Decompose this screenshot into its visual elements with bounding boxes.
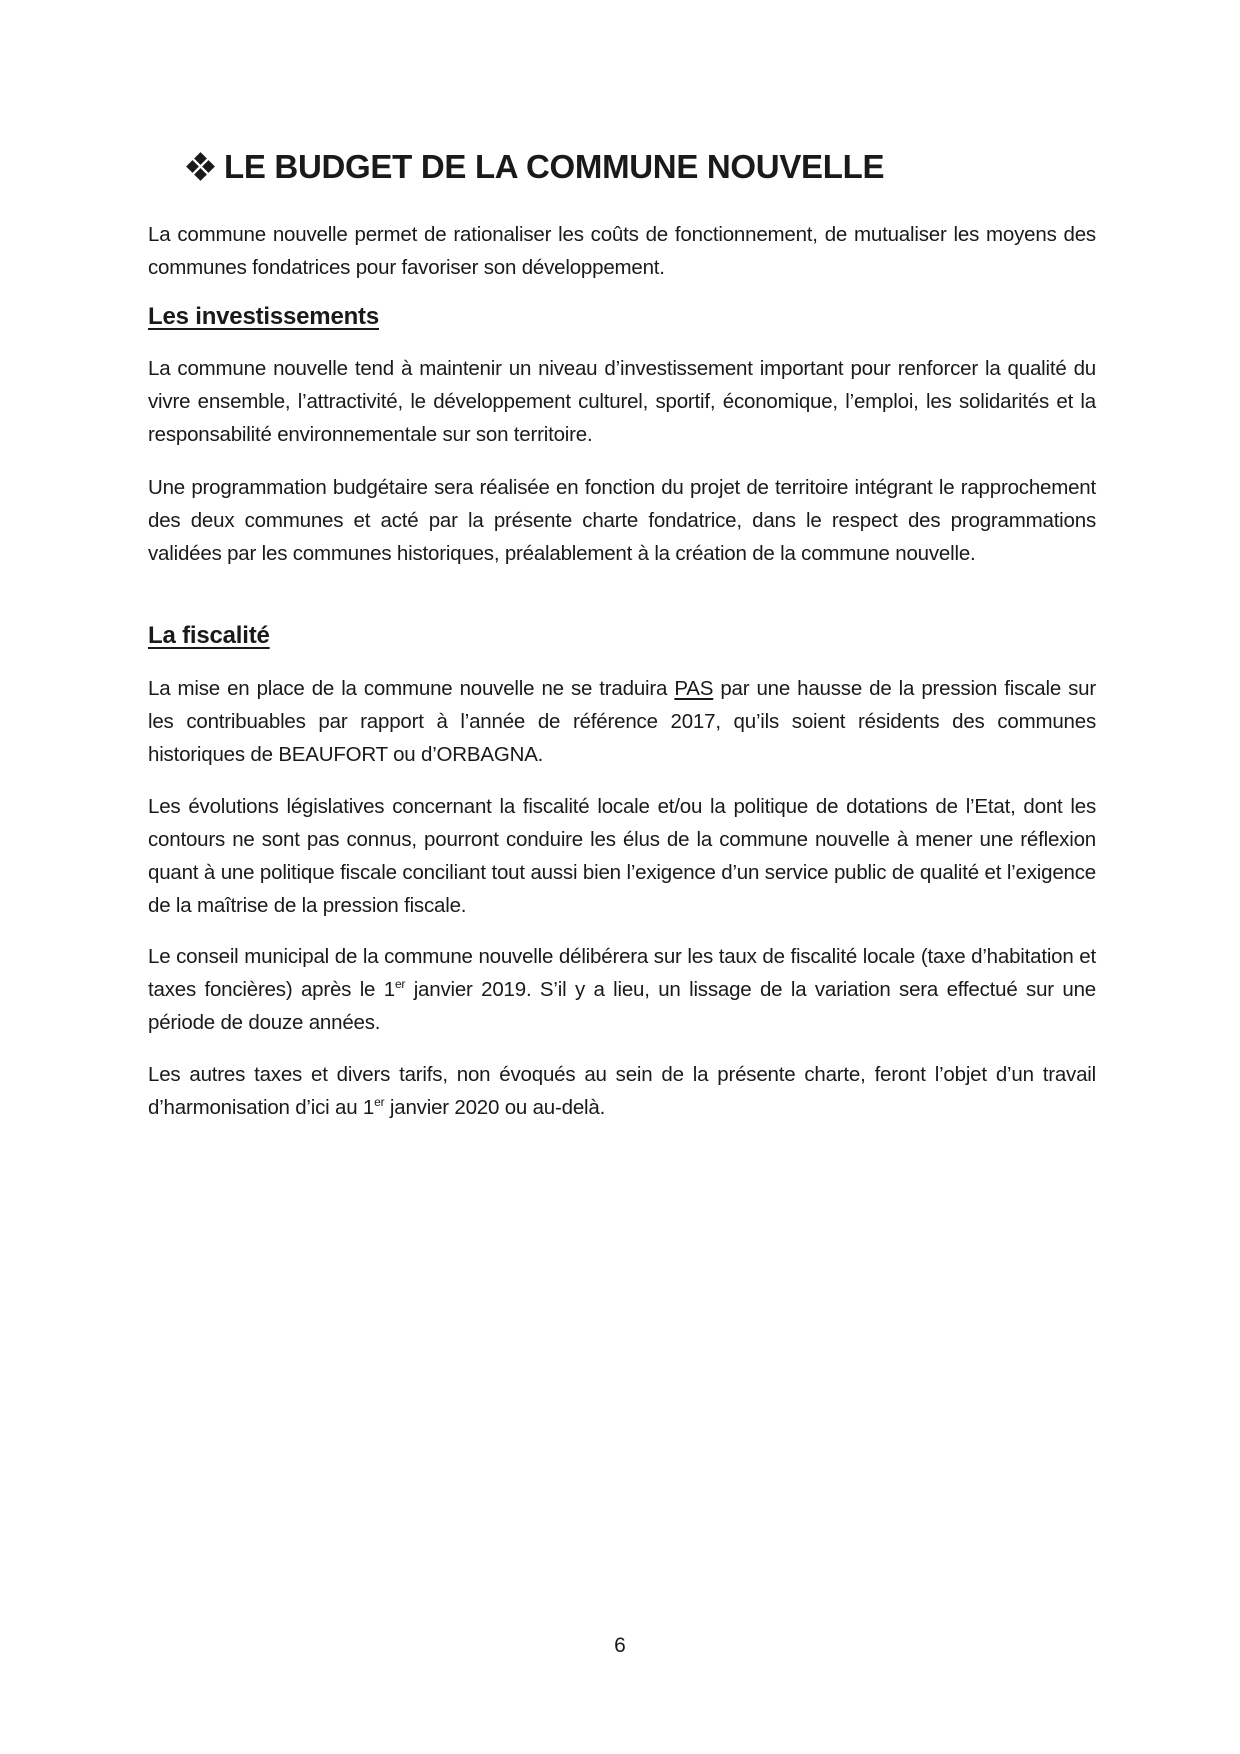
paragraph-fiscalite-4: Les autres taxes et divers tarifs, non évoqués au sein de la présente charte, feront l’objet d’un travail d’harmonisation d’ici au 1er janvier 2020 ou au-delà. [148, 1063, 1096, 1119]
paragraph-fiscalite-2: Les évolutions législatives concernant la fiscalité locale et/ou la politique de dotations de l’Etat, dont les contours ne sont pas connus, pourront conduire les élus de la commune nouvelle à mener une réflexion quant à une politique fiscale conciliant tout aussi bien l’exigence d’un service public de qualité et l’exigence de la maîtrise de la pression fiscale. [148, 795, 1096, 917]
paragraph-fiscalite-3: Le conseil municipal de la commune nouvelle délibérera sur les taux de fiscalité locale (taxe d’habitation et taxes foncières) après le 1er janvier 2019. S’il y a lieu, un lissage de la variation sera effectué sur une période de douze années. [148, 945, 1096, 1034]
paragraph-investissements-1: La commune nouvelle tend à maintenir un niveau d’investissement important pour renforcer la qualité du vivre ensemble, l’attractivité, le développement culturel, sportif, économique, l’emploi, les solidarités et la responsabilité environnementale sur son territoire. [148, 357, 1096, 446]
page-title-text: LE BUDGET DE LA COMMUNE NOUVELLE [224, 148, 885, 185]
page-number: 6 [614, 1634, 626, 1657]
paragraph-fiscalite-1: La mise en place de la commune nouvelle ne se traduira PAS par une hausse de la pression fiscale sur les contribuables par rapport à l’année de référence 2017, qu’ils soient résidents des communes historiques de BEAUFORT ou d’ORBAGNA. [148, 677, 1096, 766]
emphasis-pas: PAS [674, 677, 714, 700]
four-diamonds-bullet-icon [186, 152, 216, 182]
page-title [186, 148, 884, 186]
paragraph-investissements-2: Une programmation budgétaire sera réalisée en fonction du projet de territoire intégrant le rapprochement des deux communes et acté par la présente charte fondatrice, dans le respect des programmations validées par les communes historiques, préalablement à la création de la commune nouvelle. [148, 476, 1096, 565]
section-heading-investissements: Les investissements [148, 303, 379, 330]
section-heading-fiscalite: La fiscalité [148, 622, 270, 649]
intro-paragraph: La commune nouvelle permet de rationaliser les coûts de fonctionnement, de mutualiser les moyens des communes fondatrices pour favoriser son développement. [148, 223, 1096, 279]
